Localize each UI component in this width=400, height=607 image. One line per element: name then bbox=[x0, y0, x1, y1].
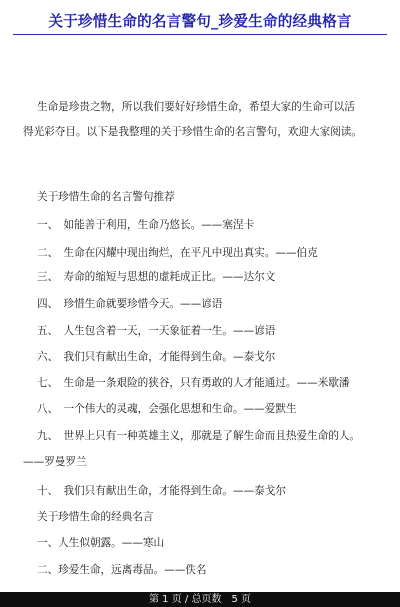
page-indicator: 第 1 页 / 总页数 5 页 bbox=[149, 594, 251, 605]
classic-item-2: 二、珍爱生命，远离毒品。——佚名 bbox=[37, 564, 207, 576]
intro-line-2: 得光彩夺目。以下是我整理的关于珍惜生命的名言警句，欢迎大家阅读。 bbox=[23, 126, 362, 138]
page-footer-bar bbox=[0, 592, 400, 607]
quote-item-9-attribution: ——罗曼罗兰 bbox=[23, 456, 87, 468]
quote-item-2: 二、 生命在闪耀中现出绚烂，在平凡中现出真实。——伯克 bbox=[37, 247, 318, 259]
quote-item-5: 五、 人生包含着一天，一天象征着一生。——谚语 bbox=[37, 325, 276, 337]
quote-item-10: 十、 我们只有献出生命，才能得到生命。——泰戈尔 bbox=[37, 485, 286, 497]
section-heading-recommended: 关于珍惜生命的名言警句推荐 bbox=[37, 191, 175, 203]
quote-item-1: 一、 如能善于利用，生命乃悠长。——塞涅卡 bbox=[37, 219, 255, 231]
quote-item-4: 四、 珍惜生命就要珍惜今天。——谚语 bbox=[37, 298, 223, 310]
document-title: 关于珍惜生命的名言警句_珍爱生命的经典格言 bbox=[48, 13, 352, 30]
intro-line-1: 生命是珍贵之物，所以我们要好好珍惜生命，希望大家的生命可以活 bbox=[37, 101, 355, 113]
quote-item-9: 九、 世界上只有一种英雄主义，那就是了解生命而且热爱生命的人。 bbox=[37, 430, 361, 442]
quote-item-8: 八、 一个伟大的灵魂，会强化思想和生命。——爱默生 bbox=[37, 403, 297, 415]
classic-item-1: 一、人生似朝露。——寒山 bbox=[37, 537, 165, 549]
quote-item-7: 七、 生命是一条艰险的狭谷，只有勇敢的人才能通过。——米歇潘 bbox=[37, 377, 350, 389]
quote-item-6: 六、 我们只有献出生命，才能得到生命。—泰戈尔 bbox=[37, 351, 276, 363]
section-heading-classic: 关于珍惜生命的经典名言 bbox=[37, 511, 154, 523]
title-underline bbox=[13, 34, 387, 35]
quote-item-3: 三、 寿命的缩短与思想的虚耗成正比。——达尔文 bbox=[37, 271, 276, 283]
